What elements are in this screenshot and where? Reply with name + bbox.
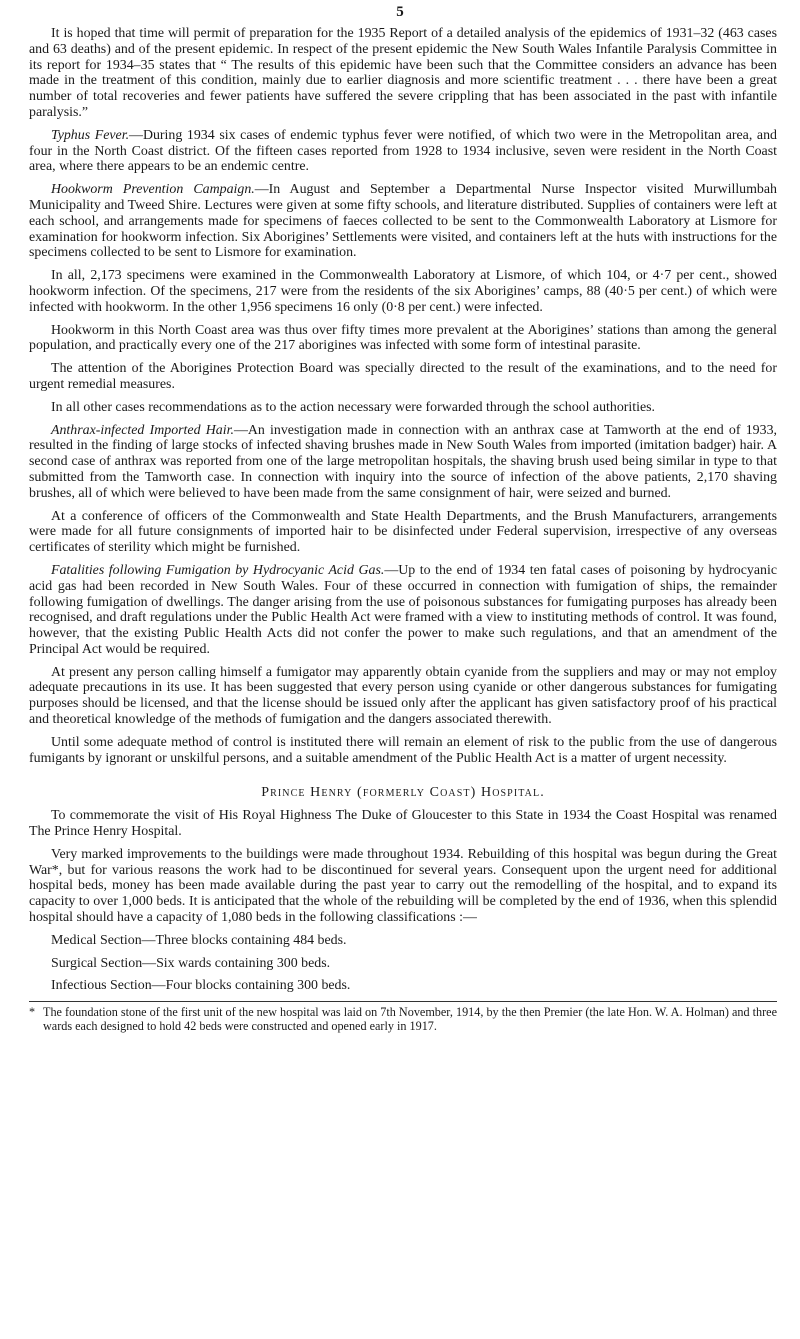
section-title-hospital: Prince Henry (formerly Coast) Hospital. xyxy=(261,785,545,801)
paragraph-anthrax xyxy=(29,423,777,502)
paragraph-anthrax-conference: At a conference of officers of the Commonwealth and State Health Departments, and the Brush Manufacturers, arrangements were made for all future consignments of imported hair to be disinfected under Federal supervision, irrespective of any overseas certificates of sterility which might be furnished. xyxy=(29,508,777,556)
typhus-text: —During 1934 six cases of endemic typhus fever were notified, of which two were in the Metropolitan area, and four in the North Coast district. Of the fifteen cases reported from 1928 to 1934 inclusive, seven were resident in the North Coast area, where there appears to be an endemic centre. xyxy=(29,127,777,175)
paragraph-typhus xyxy=(29,128,777,175)
heading-hookworm: Hookworm Prevention Campaign. xyxy=(51,182,255,198)
paragraph-fatalities-fumigator: At present any person calling himself a fumigator may apparently obtain cyanide from the suppliers and may or may not employ adequate precautions in its use. It has been suggested that every person using cyanide or other dangerous substances for fumigating purposes should be licensed, and that the license should be issued only after the applicant has given satisfactory proof of his practical and theoretical knowledge of the methods of fumigation and the dangers associated therewith. xyxy=(29,664,777,728)
paragraph-fatalities xyxy=(29,563,777,658)
footnote-text: The foundation stone of the first unit of the new hospital was laid on 7th November, 1914, by the then Premier (the late Hon. W. A. Holman) and three wards each designed to hold 42 beds were constructed and opened early in 1917. xyxy=(43,1005,777,1034)
hospital-improvements-text-a: Very marked improvements to the buildings were made throughout 1934. Rebuilding of this hospital was begun during the Great War xyxy=(29,846,777,878)
paragraph-hospital-improvements xyxy=(29,847,777,926)
paragraph-hookworm-specimens: In all, 2,173 specimens were examined in the Commonwealth Laboratory at Lismore, of which 104, or 4·7 per cent., showed hookworm infection. Of the specimens, 217 were from the residents of the six Aborigines’ camps, 88 (40·5 per cent.) of which were infected with hookworm. In the other 1,956 specimens 16 only (0·8 per cent.) were infected. xyxy=(29,268,777,315)
footnote-reference: * xyxy=(51,862,59,878)
fatalities-text: —Up to the end of 1934 ten fatal cases of poisoning by hydrocyanic acid gas had been recorded in New South Wales. Four of these occurred in connection with fumigation of ships, the remainder following fumigation of dwellings. The danger arising from the use of poisonous substances for fumigating purposes has already been recognised, and draft regulations under the Public Health Act were framed with a view to instituting methods of control. It was found, however, that the existing Public Health Acts did not confer the power to make such regulations, and that an amendment of the Principal Act would be required. xyxy=(29,562,777,657)
paragraph-hookworm-prevalence: Hookworm in this North Coast area was thus over fifty times more prevalent at the Aborigines’ stations than among the general population, and practically every one of the 217 aborigines was infected with some form of intestinal parasite. xyxy=(29,322,777,354)
anthrax-text: —An investigation made in connection with an anthrax case at Tamworth at the end of 1933, resulted in the finding of large stocks of infected shaving brushes made in New South Wales from imported (imitation badger) hair. A second case of anthrax was reported from one of the large metropolitan hospitals, the shaving brush used being similar in type to that submitted from the Tamworth case. In connection with inquiry into the source of infection of the above patients, 2,170 shaving brushes, all of which were believed to have been made from the same consignment of hair, were seized and burned. xyxy=(29,422,777,501)
paragraph-hookworm xyxy=(29,182,777,261)
list-item: Surgical Section—Six wards containing 300 beds. xyxy=(51,955,331,971)
footnote xyxy=(29,1005,777,1033)
page-number: 5 xyxy=(396,4,404,20)
paragraph-fatalities-control: Until some adequate method of control is instituted there will remain an element of risk to the public from the use of dangerous fumigants by ignorant or unskilful persons, and a suitable amendment of the Public Health Act is a matter of urgent necessity. xyxy=(29,734,777,766)
paragraph-hookworm-board: The attention of the Aborigines Protection Board was specially directed to the result of the examinations, and to the need for urgent remedial measures. xyxy=(29,361,777,392)
footnote-divider xyxy=(29,1001,777,1002)
paragraph-hospital-renamed: To commemorate the visit of His Royal Highness The Duke of Gloucester to this State in 1934 the Coast Hospital was renamed The Prince Henry Hospital. xyxy=(29,808,777,840)
hospital-improvements-text-b: , but for various reasons the work had to be discontinued for several years. Consequent upon the urgent need for additional hospital beds, money has been made available during the past year to carry out the remodelling of the hospital, and to expand its capacity to over 1,000 beds. It is anticipated that the whole of the rebuilding will be completed by the end of 1936, when this splendid hospital should have a capacity of 1,080 beds in the following classifications :— xyxy=(29,862,777,926)
document-body xyxy=(29,26,777,1033)
heading-fatalities: Fatalities following Fumigation by Hydrocyanic Acid Gas. xyxy=(51,562,385,578)
footnote-mark: * xyxy=(29,1005,36,1020)
list-item: Infectious Section—Four blocks containing 300 beds. xyxy=(51,978,351,994)
heading-anthrax: Anthrax-infected Imported Hair. xyxy=(51,422,234,438)
paragraph-infantile-paralysis: It is hoped that time will permit of preparation for the 1935 Report of a detailed analysis of the epidemics of 1931–32 (463 cases and 63 deaths) and of the present epidemic. In respect of the present epidemic the New South Wales Infantile Paralysis Committee in its report for 1934–35 states that “ The results of this epidemic have been such that the Committee considers an advance has been made in the treatment of this condition, mainly due to earlier diagnosis and more scientific treatment . . . there have been a great number of total recoveries and fewer patients have suffered the severe crippling that has been associated in the past with infantile paralysis.” xyxy=(29,26,777,120)
heading-typhus: Typhus Fever. xyxy=(51,127,130,143)
paragraph-hookworm-schools: In all other cases recommendations as to the action necessary were forwarded through the school authorities. xyxy=(51,399,656,415)
hookworm-text: —In August and September a Departmental Nurse Inspector visited Murwillumbah Municipality and Tweed Shire. Lectures were given at some fifty schools, and literature distributed. Supplies of containers were left at each school, and arrangements made for specimens of faeces collected to be sent to the Commonwealth Laboratory at Lismore for examination for hookworm infection. Six Aborigines’ Settlements were visited, and containers left at the huts with instructions for the specimens collected to be sent to Lismore for examination. xyxy=(29,182,777,261)
list-item: Medical Section—Three blocks containing 484 beds. xyxy=(51,932,347,948)
